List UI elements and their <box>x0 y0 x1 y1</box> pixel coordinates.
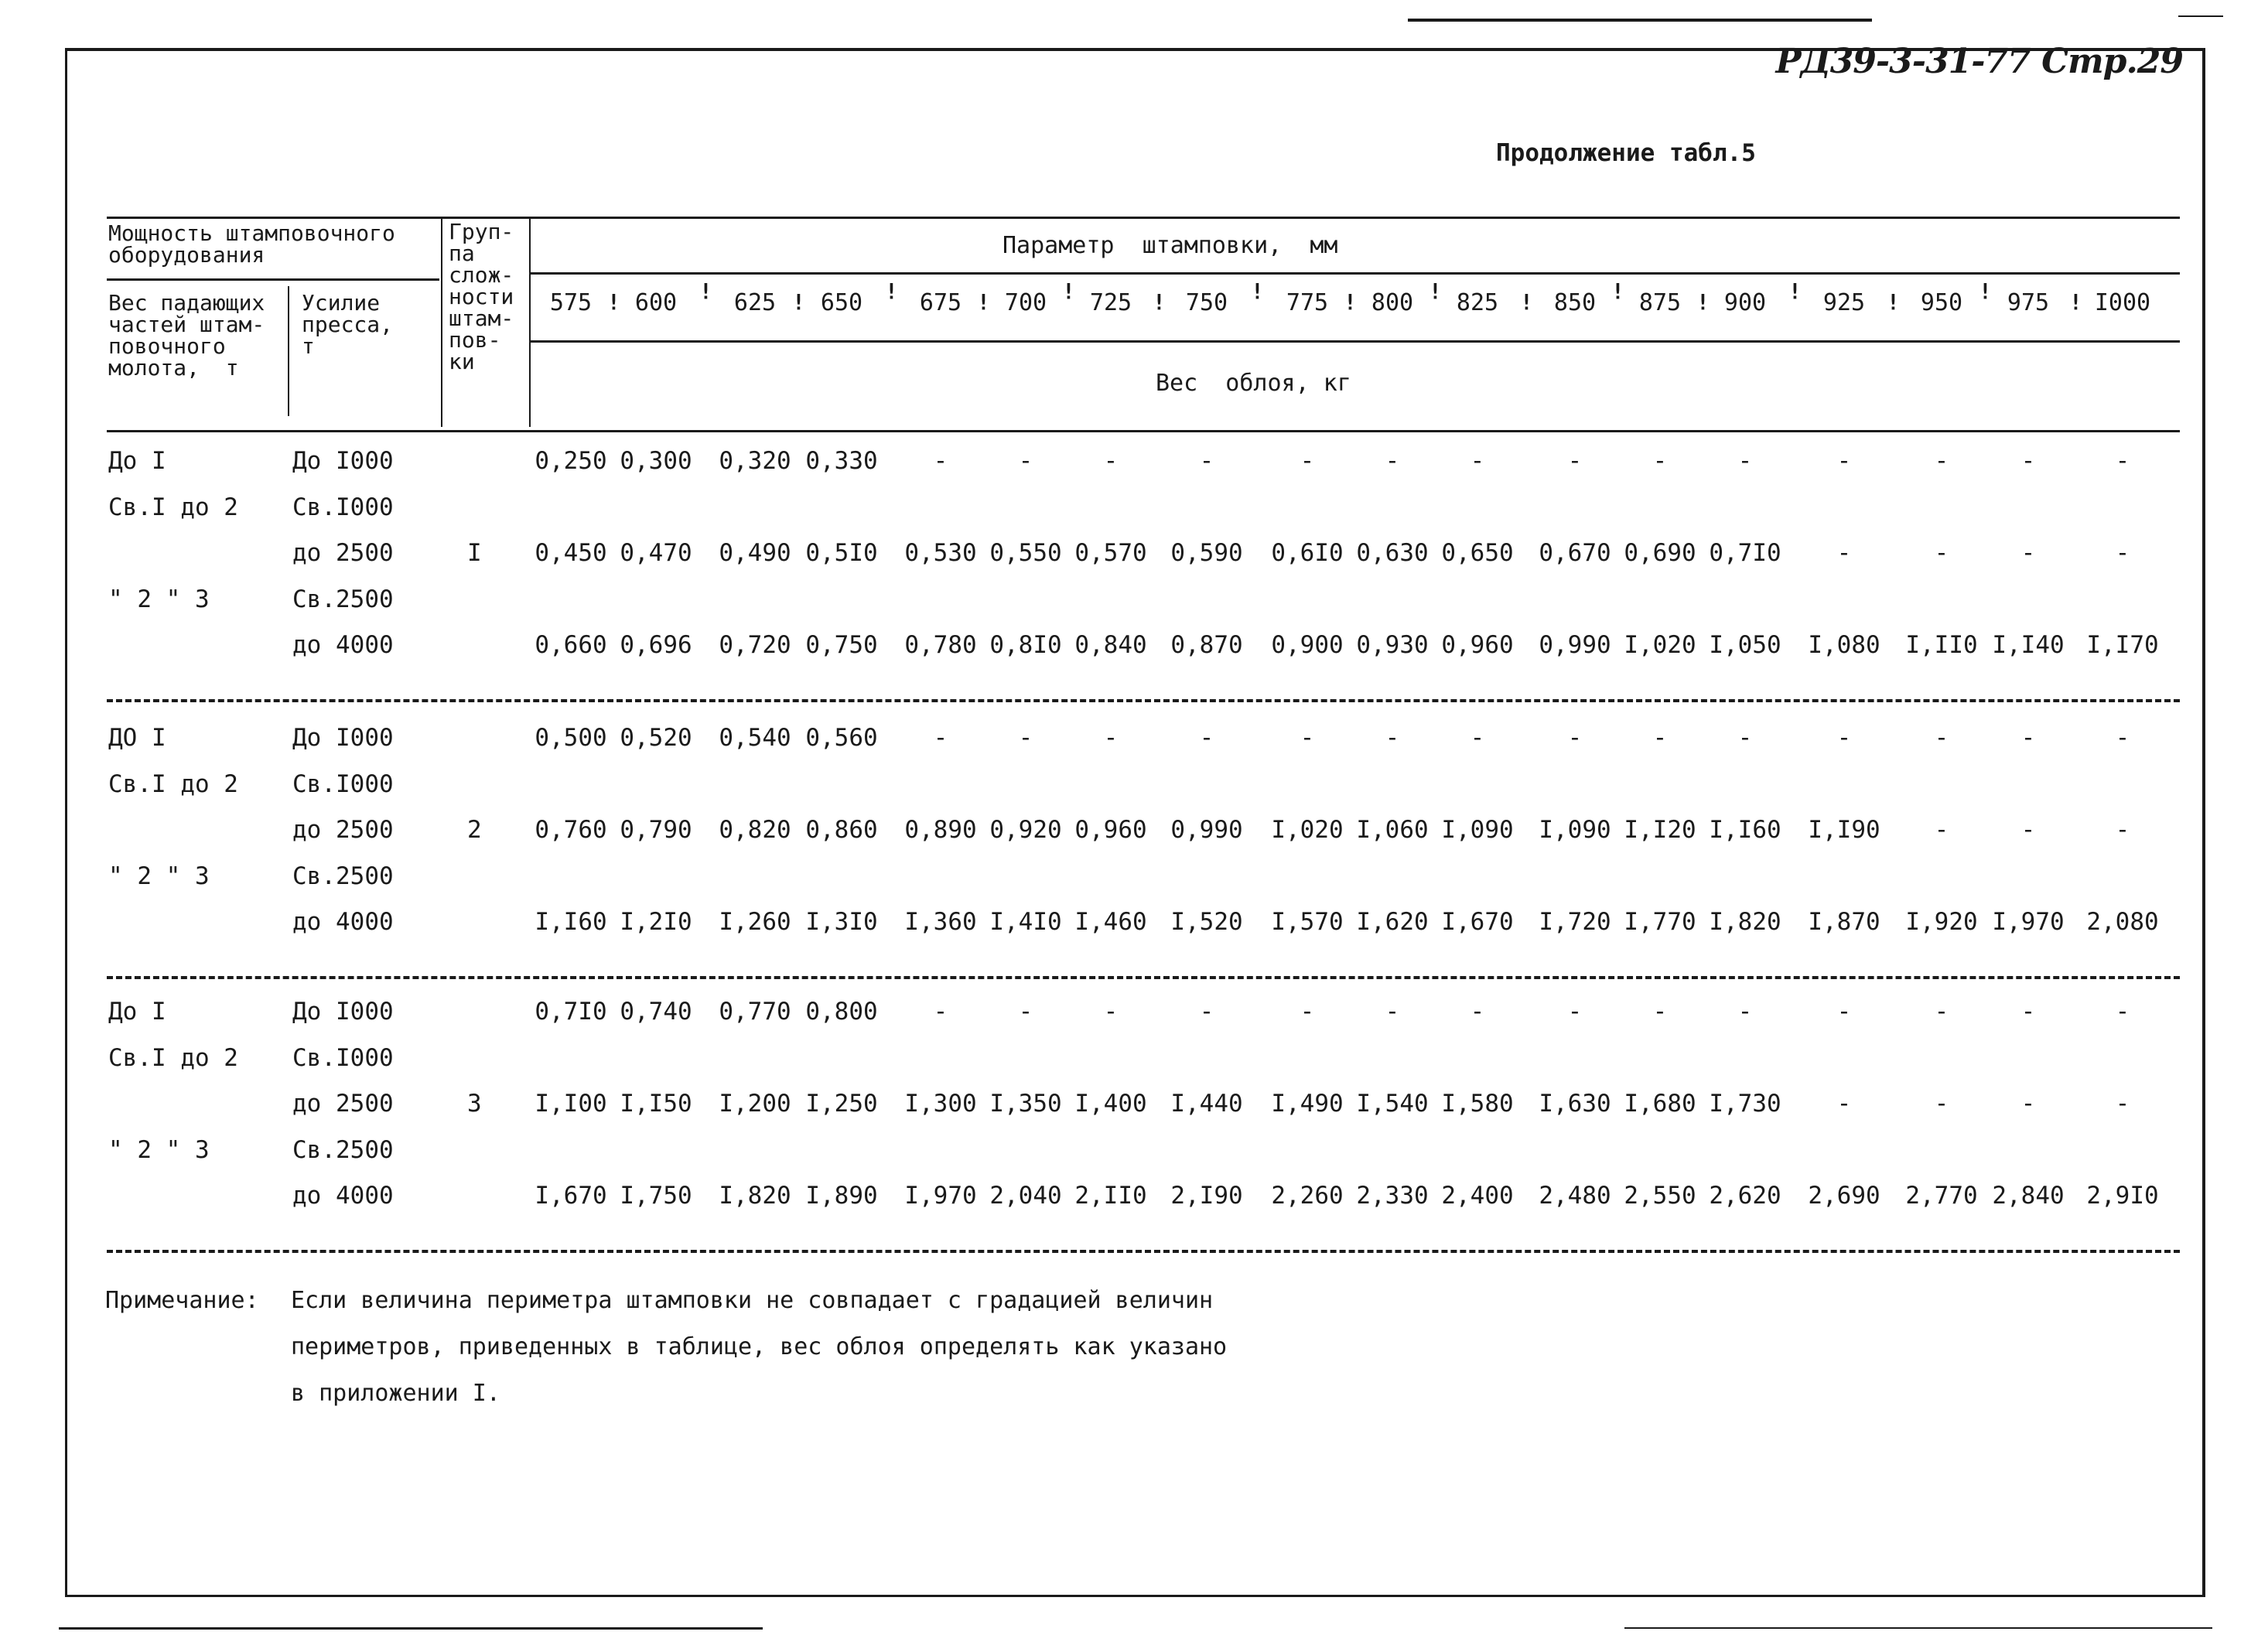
flash-weight-cell: 0,320 <box>719 447 791 475</box>
flash-weight-cell: 0,930 <box>1356 631 1429 659</box>
flash-weight-cell: I,4I0 <box>989 908 1062 936</box>
press-force-label: Св.2500 <box>292 1135 394 1164</box>
complexity-group-value: 2 <box>467 816 482 844</box>
col-sep-hammer-press <box>288 286 289 416</box>
flash-weight-cell: 0,650 <box>1441 539 1514 567</box>
perimeter-header-cell: 900 <box>1723 289 1767 316</box>
flash-weight-cell: - <box>1385 998 1400 1026</box>
column-divider-mark: ! <box>1344 289 1357 315</box>
flash-weight-header: Вес облоя, кг <box>1156 370 1351 397</box>
perimeter-header-cell: 650 <box>820 289 863 316</box>
flash-weight-cell: 2,260 <box>1271 1182 1344 1210</box>
column-divider-mark: ! <box>1979 278 1992 304</box>
flash-weight-cell: - <box>1103 447 1119 475</box>
note-line-3: в приложении I. <box>291 1380 500 1407</box>
parameter-header: Параметр штамповки, мм <box>1003 232 1338 259</box>
param-under-rule <box>531 272 2180 275</box>
flash-weight-cell: I,I20 <box>1624 816 1696 844</box>
flash-weight-cell: - <box>1934 998 1949 1026</box>
flash-weight-cell: I,080 <box>1808 631 1880 659</box>
perimeter-header-cell: 925 <box>1822 289 1866 316</box>
note-label: Примечание: <box>105 1287 259 1314</box>
flash-weight-cell: 0,590 <box>1170 539 1243 567</box>
flash-weight-cell: 0,8I0 <box>989 631 1062 659</box>
flash-weight-cell: I,3I0 <box>805 908 878 936</box>
press-force-label: до 2500 <box>292 539 394 567</box>
flash-weight-cell: - <box>1470 998 1485 1026</box>
flash-weight-cell: I,360 <box>904 908 977 936</box>
flash-weight-cell: I,680 <box>1624 1090 1696 1118</box>
press-force-label: до 2500 <box>292 1090 394 1118</box>
column-divider-mark: ! <box>1696 289 1710 315</box>
flash-weight-cell: - <box>1836 1090 1852 1118</box>
flash-weight-cell: - <box>2020 724 2036 752</box>
hammer-weight-label: " 2 " 3 <box>108 862 210 890</box>
column-divider-mark: ! <box>1887 289 1900 315</box>
flash-weight-cell: 2,620 <box>1709 1182 1781 1210</box>
flash-weight-cell: 0,960 <box>1074 816 1147 844</box>
flash-weight-cell: I,090 <box>1539 816 1611 844</box>
press-force-label: До I000 <box>292 447 394 475</box>
flash-weight-cell: - <box>1470 724 1485 752</box>
perimeter-header-cell: I000 <box>2094 289 2151 316</box>
flash-weight-cell: - <box>1934 447 1949 475</box>
flash-weight-cell: I,870 <box>1808 908 1880 936</box>
flash-weight-cell: 2,690 <box>1808 1182 1880 1210</box>
flash-weight-cell: I,090 <box>1441 816 1514 844</box>
flash-weight-cell: - <box>1934 724 1949 752</box>
flash-weight-cell: 2,330 <box>1356 1182 1429 1210</box>
flash-weight-cell: - <box>1385 724 1400 752</box>
flash-weight-cell: 0,520 <box>620 724 692 752</box>
press-force-label: Св.I000 <box>292 1043 394 1072</box>
hammer-weight-label: До I <box>108 447 166 475</box>
press-force-label: Св.I000 <box>292 493 394 521</box>
flash-weight-cell: I,400 <box>1074 1090 1147 1118</box>
flash-weight-cell: 0,840 <box>1074 631 1147 659</box>
flash-weight-cell: I,I60 <box>1709 816 1781 844</box>
press-force-label: до 4000 <box>292 1182 394 1210</box>
flash-weight-cell: I,970 <box>904 1182 977 1210</box>
flash-weight-cell: 2,550 <box>1624 1182 1696 1210</box>
flash-weight-cell: I,300 <box>904 1090 977 1118</box>
flash-weight-cell: - <box>2020 447 2036 475</box>
flash-weight-cell: - <box>1470 447 1485 475</box>
flash-weight-cell: - <box>1199 724 1214 752</box>
bottom-right-scan-rule <box>1624 1627 2212 1629</box>
flash-weight-cell: 0,870 <box>1170 631 1243 659</box>
flash-weight-cell: - <box>1836 447 1852 475</box>
note-line-1: Если величина периметра штамповки не совпадает с градацией величин <box>291 1287 1214 1314</box>
col-sep-group-params <box>529 218 531 427</box>
flash-weight-cell: 0,990 <box>1539 631 1611 659</box>
flash-weight-cell: - <box>1737 447 1753 475</box>
flash-weight-cell: - <box>1737 724 1753 752</box>
flash-weight-cell: I,II0 <box>1905 631 1978 659</box>
flash-weight-cell: I,250 <box>805 1090 878 1118</box>
flash-weight-cell: - <box>1018 724 1033 752</box>
flash-weight-cell: - <box>1300 724 1315 752</box>
flash-weight-cell: I,350 <box>989 1090 1062 1118</box>
group-separator <box>107 1250 2180 1253</box>
flash-weight-cell: 2,I90 <box>1170 1182 1243 1210</box>
header-top-rule <box>107 217 2180 219</box>
flash-weight-cell: I,970 <box>1992 908 2065 936</box>
flash-weight-cell: - <box>1300 998 1315 1026</box>
flash-weight-cell: 2,480 <box>1539 1182 1611 1210</box>
group-separator <box>107 699 2180 702</box>
flash-weight-cell: 0,900 <box>1271 631 1344 659</box>
col-sep-power-group <box>441 218 442 427</box>
hammer-weight-label: До I <box>108 998 166 1026</box>
flash-weight-cell: I,I90 <box>1808 816 1880 844</box>
flash-weight-cell: 0,740 <box>620 998 692 1026</box>
flash-weight-cell: I,580 <box>1441 1090 1514 1118</box>
flash-weight-cell: I,460 <box>1074 908 1147 936</box>
column-divider-mark: ! <box>977 289 990 315</box>
column-divider-mark: ! <box>607 289 620 315</box>
press-force-label: До I000 <box>292 998 394 1026</box>
flash-weight-cell: - <box>2115 816 2130 844</box>
hammer-weight-label: " 2 " 3 <box>108 1135 210 1164</box>
flash-weight-cell: I,820 <box>719 1182 791 1210</box>
flash-weight-cell: 0,550 <box>989 539 1062 567</box>
top-scan-rule <box>1408 19 1872 22</box>
flash-weight-cell: 0,760 <box>535 816 607 844</box>
flash-weight-cell: 0,540 <box>719 724 791 752</box>
flash-weight-cell: 0,800 <box>805 998 878 1026</box>
flash-weight-cell: - <box>2115 724 2130 752</box>
press-force-label: Св.I000 <box>292 770 394 798</box>
column-divider-mark: ! <box>885 278 898 304</box>
flash-weight-cell: I,020 <box>1624 631 1696 659</box>
flash-weight-cell: - <box>1018 998 1033 1026</box>
flash-weight-cell: 0,500 <box>535 724 607 752</box>
perimeter-header-cell: 700 <box>1004 289 1047 316</box>
flash-weight-cell: - <box>1199 447 1214 475</box>
column-divider-mark: ! <box>1251 278 1264 304</box>
press-force-label: До I000 <box>292 724 394 752</box>
flash-weight-cell: I,200 <box>719 1090 791 1118</box>
flash-weight-cell: I,540 <box>1356 1090 1429 1118</box>
flash-weight-cell: 0,5I0 <box>805 539 878 567</box>
press-force-label: Св.2500 <box>292 585 394 613</box>
perimeter-header-cell: 950 <box>1920 289 1963 316</box>
flash-weight-cell: 0,7I0 <box>535 998 607 1026</box>
perimeter-header-cell: 750 <box>1185 289 1228 316</box>
flash-weight-cell: 0,6I0 <box>1271 539 1344 567</box>
flash-weight-cell: - <box>1934 1090 1949 1118</box>
flash-weight-cell: I,260 <box>719 908 791 936</box>
flash-weight-cell: I,770 <box>1624 908 1696 936</box>
column-divider-mark: ! <box>1611 278 1624 304</box>
flash-weight-cell: - <box>2020 816 2036 844</box>
flash-weight-cell: 0,696 <box>620 631 692 659</box>
flash-weight-cell: 0,990 <box>1170 816 1243 844</box>
flash-weight-cell: I,570 <box>1271 908 1344 936</box>
flash-weight-cell: I,020 <box>1271 816 1344 844</box>
flash-weight-cell: 0,820 <box>719 816 791 844</box>
flash-weight-cell: I,I70 <box>2086 631 2159 659</box>
flash-weight-cell: - <box>1652 998 1668 1026</box>
hammer-weight-header: Вес падающих частей штам- повочного молота, т <box>108 290 265 381</box>
flash-weight-cell: - <box>1018 447 1033 475</box>
perimeter-header-cell: 675 <box>919 289 962 316</box>
flash-weight-cell: - <box>1103 724 1119 752</box>
column-divider-mark: ! <box>1788 278 1802 304</box>
flash-weight-cell: 0,530 <box>904 539 977 567</box>
flash-weight-cell: 0,560 <box>805 724 878 752</box>
press-force-label: до 4000 <box>292 908 394 936</box>
flash-weight-cell: I,490 <box>1271 1090 1344 1118</box>
flash-weight-cell: - <box>1934 539 1949 567</box>
hammer-weight-label: Св.I до 2 <box>108 770 238 798</box>
power-under-rule <box>107 278 439 281</box>
flash-weight-cell: - <box>2115 539 2130 567</box>
perimeter-header-cell: 800 <box>1371 289 1414 316</box>
perimeter-header-cell: 625 <box>733 289 777 316</box>
flash-weight-cell: I,I60 <box>535 908 607 936</box>
flash-weight-cell: 0,450 <box>535 539 607 567</box>
flash-weight-cell: I,730 <box>1709 1090 1781 1118</box>
flash-weight-cell: - <box>1567 447 1583 475</box>
perimeter-header-cell: 600 <box>634 289 678 316</box>
flash-weight-cell: 0,770 <box>719 998 791 1026</box>
flash-weight-cell: - <box>1199 998 1214 1026</box>
flash-weight-cell: - <box>1652 447 1668 475</box>
bottom-scan-rule <box>59 1627 763 1630</box>
flash-weight-cell: - <box>1567 724 1583 752</box>
flash-weight-cell: - <box>1300 447 1315 475</box>
flash-weight-cell: - <box>1652 724 1668 752</box>
perim-under-rule <box>531 340 2180 343</box>
hammer-weight-label: ДО I <box>108 724 166 752</box>
flash-weight-cell: - <box>2115 447 2130 475</box>
flash-weight-cell: 0,750 <box>805 631 878 659</box>
hammer-weight-label: Св.I до 2 <box>108 1043 238 1072</box>
press-force-label: до 4000 <box>292 631 394 659</box>
flash-weight-cell: 2,040 <box>989 1182 1062 1210</box>
flash-weight-cell: I,I00 <box>535 1090 607 1118</box>
column-divider-mark: ! <box>1062 278 1075 304</box>
press-force-header: Усилие пресса, т <box>302 290 394 359</box>
flash-weight-cell: - <box>1567 998 1583 1026</box>
document-id: РД39-3-31-77 Стр.29 <box>1775 42 2183 81</box>
perimeter-header-cell: 775 <box>1286 289 1329 316</box>
flash-weight-cell: 0,920 <box>989 816 1062 844</box>
perimeter-header-cell: 875 <box>1638 289 1682 316</box>
flash-weight-cell: 0,690 <box>1624 539 1696 567</box>
column-divider-mark: ! <box>1153 289 1166 315</box>
flash-weight-cell: I,2I0 <box>620 908 692 936</box>
complexity-group-value: I <box>467 539 482 567</box>
flash-weight-cell: I,750 <box>620 1182 692 1210</box>
flash-weight-cell: 0,330 <box>805 447 878 475</box>
flash-weight-cell: - <box>1103 998 1119 1026</box>
note-line-2: периметров, приведенных в таблице, вес облоя определять как указано <box>291 1333 1228 1360</box>
press-force-label: до 2500 <box>292 816 394 844</box>
perimeter-header-cell: 975 <box>2007 289 2050 316</box>
flash-weight-cell: 0,890 <box>904 816 977 844</box>
flash-weight-cell: 0,960 <box>1441 631 1514 659</box>
flash-weight-cell: 0,470 <box>620 539 692 567</box>
flash-weight-cell: 0,720 <box>719 631 791 659</box>
flash-weight-cell: - <box>2020 1090 2036 1118</box>
flash-weight-cell: 0,250 <box>535 447 607 475</box>
table-caption: Продолжение табл.5 <box>1496 139 1756 167</box>
flash-weight-cell: - <box>1385 447 1400 475</box>
flash-weight-cell: I,820 <box>1709 908 1781 936</box>
flash-weight-cell: 0,300 <box>620 447 692 475</box>
flash-weight-cell: 0,670 <box>1539 539 1611 567</box>
flash-weight-cell: 2,9I0 <box>2086 1182 2159 1210</box>
perimeter-header-cell: 850 <box>1553 289 1597 316</box>
flash-weight-cell: - <box>1836 539 1852 567</box>
perimeter-header-cell: 725 <box>1089 289 1132 316</box>
flash-weight-cell: I,I40 <box>1992 631 2065 659</box>
flash-weight-cell: - <box>1934 816 1949 844</box>
flash-weight-cell: 0,780 <box>904 631 977 659</box>
flash-weight-cell: - <box>2020 539 2036 567</box>
perimeter-header-cell: 825 <box>1456 289 1499 316</box>
flash-weight-cell: - <box>1836 724 1852 752</box>
flash-weight-cell: 0,490 <box>719 539 791 567</box>
perimeter-header-cell: 575 <box>549 289 593 316</box>
flash-weight-cell: 0,790 <box>620 816 692 844</box>
press-force-label: Св.2500 <box>292 862 394 890</box>
flash-weight-cell: 2,II0 <box>1074 1182 1147 1210</box>
flash-weight-cell: I,890 <box>805 1182 878 1210</box>
flash-weight-cell: I,670 <box>535 1182 607 1210</box>
column-divider-mark: ! <box>1520 289 1533 315</box>
hammer-weight-label: " 2 " 3 <box>108 585 210 613</box>
flash-weight-cell: 2,770 <box>1905 1182 1978 1210</box>
flash-weight-cell: I,440 <box>1170 1090 1243 1118</box>
top-right-scan-mark <box>2178 15 2223 17</box>
flash-weight-cell: 0,660 <box>535 631 607 659</box>
column-divider-mark: ! <box>2069 289 2082 315</box>
flash-weight-cell: - <box>2115 998 2130 1026</box>
column-divider-mark: ! <box>699 278 712 304</box>
complexity-header: Груп- па слож- ности штам- пов- ки <box>449 219 514 374</box>
flash-weight-cell: I,920 <box>1905 908 1978 936</box>
group-separator <box>107 976 2180 979</box>
column-divider-mark: ! <box>792 289 805 315</box>
complexity-group-value: 3 <box>467 1090 482 1118</box>
header-bottom-rule <box>107 430 2180 432</box>
flash-weight-cell: - <box>1737 998 1753 1026</box>
flash-weight-cell: - <box>933 447 948 475</box>
flash-weight-cell: - <box>2115 1090 2130 1118</box>
flash-weight-cell: - <box>2020 998 2036 1026</box>
flash-weight-cell: - <box>933 724 948 752</box>
flash-weight-cell: 0,860 <box>805 816 878 844</box>
flash-weight-cell: 2,080 <box>2086 908 2159 936</box>
flash-weight-cell: 2,840 <box>1992 1182 2065 1210</box>
flash-weight-cell: I,630 <box>1539 1090 1611 1118</box>
flash-weight-cell: 0,570 <box>1074 539 1147 567</box>
hammer-weight-label: Св.I до 2 <box>108 493 238 521</box>
flash-weight-cell: 0,630 <box>1356 539 1429 567</box>
power-header: Мощность штамповочного оборудования <box>108 220 395 268</box>
column-divider-mark: ! <box>1429 278 1442 304</box>
flash-weight-cell: I,520 <box>1170 908 1243 936</box>
flash-weight-cell: I,720 <box>1539 908 1611 936</box>
flash-weight-cell: - <box>1836 998 1852 1026</box>
flash-weight-cell: I,620 <box>1356 908 1429 936</box>
flash-weight-cell: I,670 <box>1441 908 1514 936</box>
flash-weight-cell: I,I50 <box>620 1090 692 1118</box>
flash-weight-cell: I,060 <box>1356 816 1429 844</box>
flash-weight-cell: I,050 <box>1709 631 1781 659</box>
flash-weight-cell: - <box>933 998 948 1026</box>
flash-weight-cell: 0,7I0 <box>1709 539 1781 567</box>
flash-weight-cell: 2,400 <box>1441 1182 1514 1210</box>
